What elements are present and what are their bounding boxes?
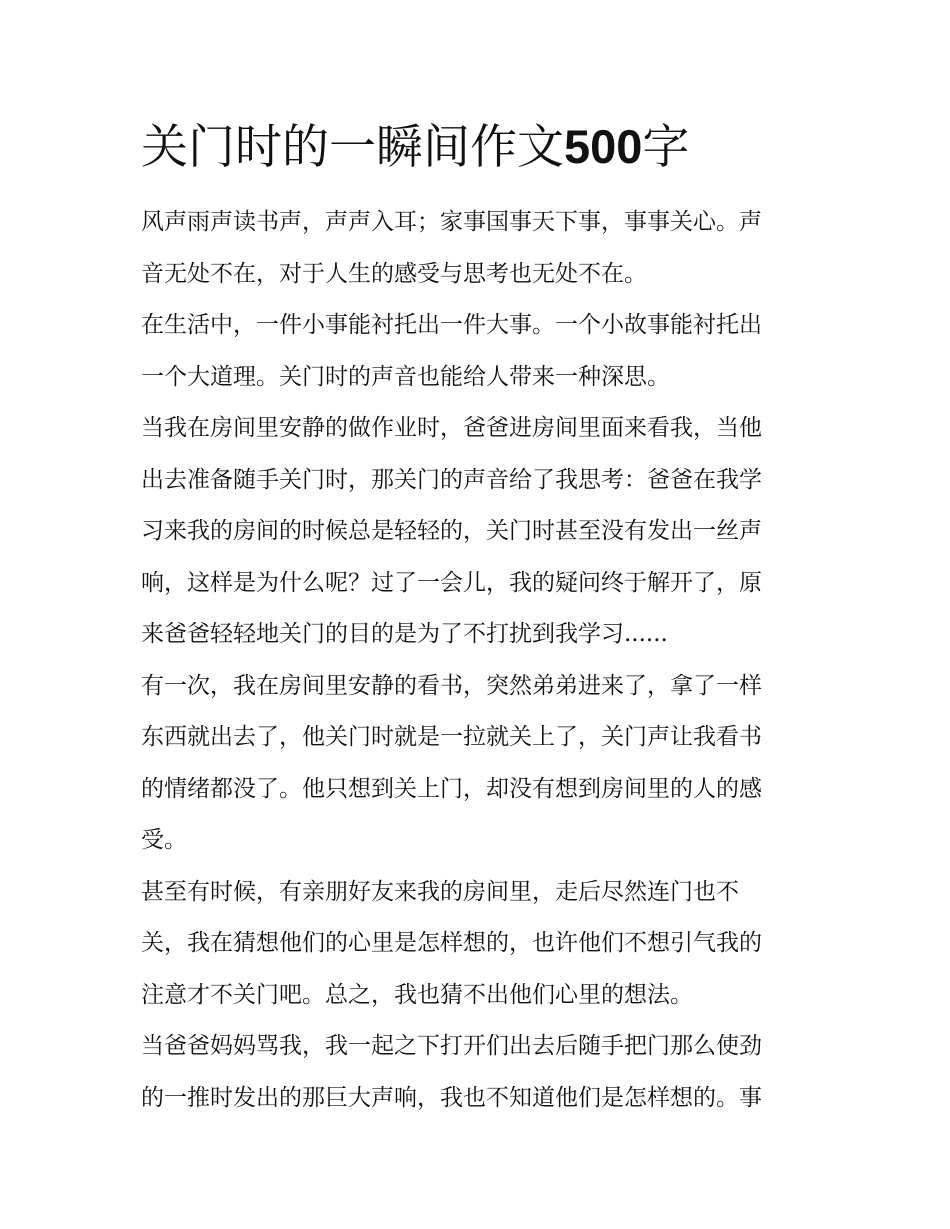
- paragraph-line: 的情绪都没了。他只想到关上门，却没有想到房间里的人的感: [141, 775, 762, 802]
- paragraph: [141, 1021, 813, 1124]
- paragraph-line: 的一推时发出的那巨大声响，我也不知道他们是怎样想的。事: [141, 1084, 762, 1111]
- paragraph: [141, 300, 813, 403]
- paragraph-line: 风声雨声读书声，声声入耳；家事国事天下事，事事关心。声: [141, 209, 762, 235]
- paragraph-line: 当我在房间里安静的做作业时，爸爸进房间里面来看我，当他: [141, 415, 762, 441]
- paragraph-line: 习来我的房间的时候总是轻轻的，关门时甚至没有发出一丝声: [141, 518, 762, 544]
- title-suffix: 字: [642, 120, 690, 175]
- paragraph: [141, 403, 813, 661]
- paragraph-line: 当爸爸妈妈骂我，我一起之下打开们出去后随手把门那么使劲: [141, 1033, 762, 1059]
- paragraph-line: 在生活中，一件小事能衬托出一件大事。一个小故事能衬托出: [141, 312, 762, 338]
- paragraph: [141, 197, 813, 300]
- paragraph-line: 来爸爸轻轻地关门的目的是为了不打扰到我学习......: [141, 621, 668, 647]
- title-number: 500: [564, 120, 643, 173]
- paragraph-line: 出去准备随手关门时，那关门的声音给了我思考：爸爸在我学: [141, 466, 762, 493]
- paragraph-line: 响，这样是为什么呢？过了一会儿，我的疑问终于解开了，原: [141, 569, 762, 596]
- paragraph: [141, 661, 813, 867]
- paragraph-line: 一个大道理。关门时的声音也能给人带来一种深思。: [141, 363, 670, 390]
- document-body: [141, 197, 813, 1124]
- paragraph-line: 注意才不关门吧。总之，我也猜不出他们心里的想法。: [141, 981, 693, 1008]
- paragraph-line: 受。: [141, 827, 187, 853]
- paragraph-line: 甚至有时候，有亲朋好友来我的房间里，走后尽然连门也不: [141, 878, 739, 905]
- paragraph: [141, 867, 813, 1022]
- document-title: [141, 113, 689, 182]
- title-text: 关门时的一瞬间作文: [141, 120, 564, 175]
- paragraph-line: 有一次，我在房间里安静的看书，突然弟弟进来了，拿了一样: [141, 672, 762, 699]
- paragraph-line: 东西就出去了，他关门时就是一拉就关上了，关门声让我看书: [141, 724, 762, 750]
- paragraph-line: 音无处不在，对于人生的感受与思考也无处不在。: [141, 260, 647, 287]
- paragraph-line: 关，我在猜想他们的心里是怎样想的，也许他们不想引气我的: [141, 930, 762, 956]
